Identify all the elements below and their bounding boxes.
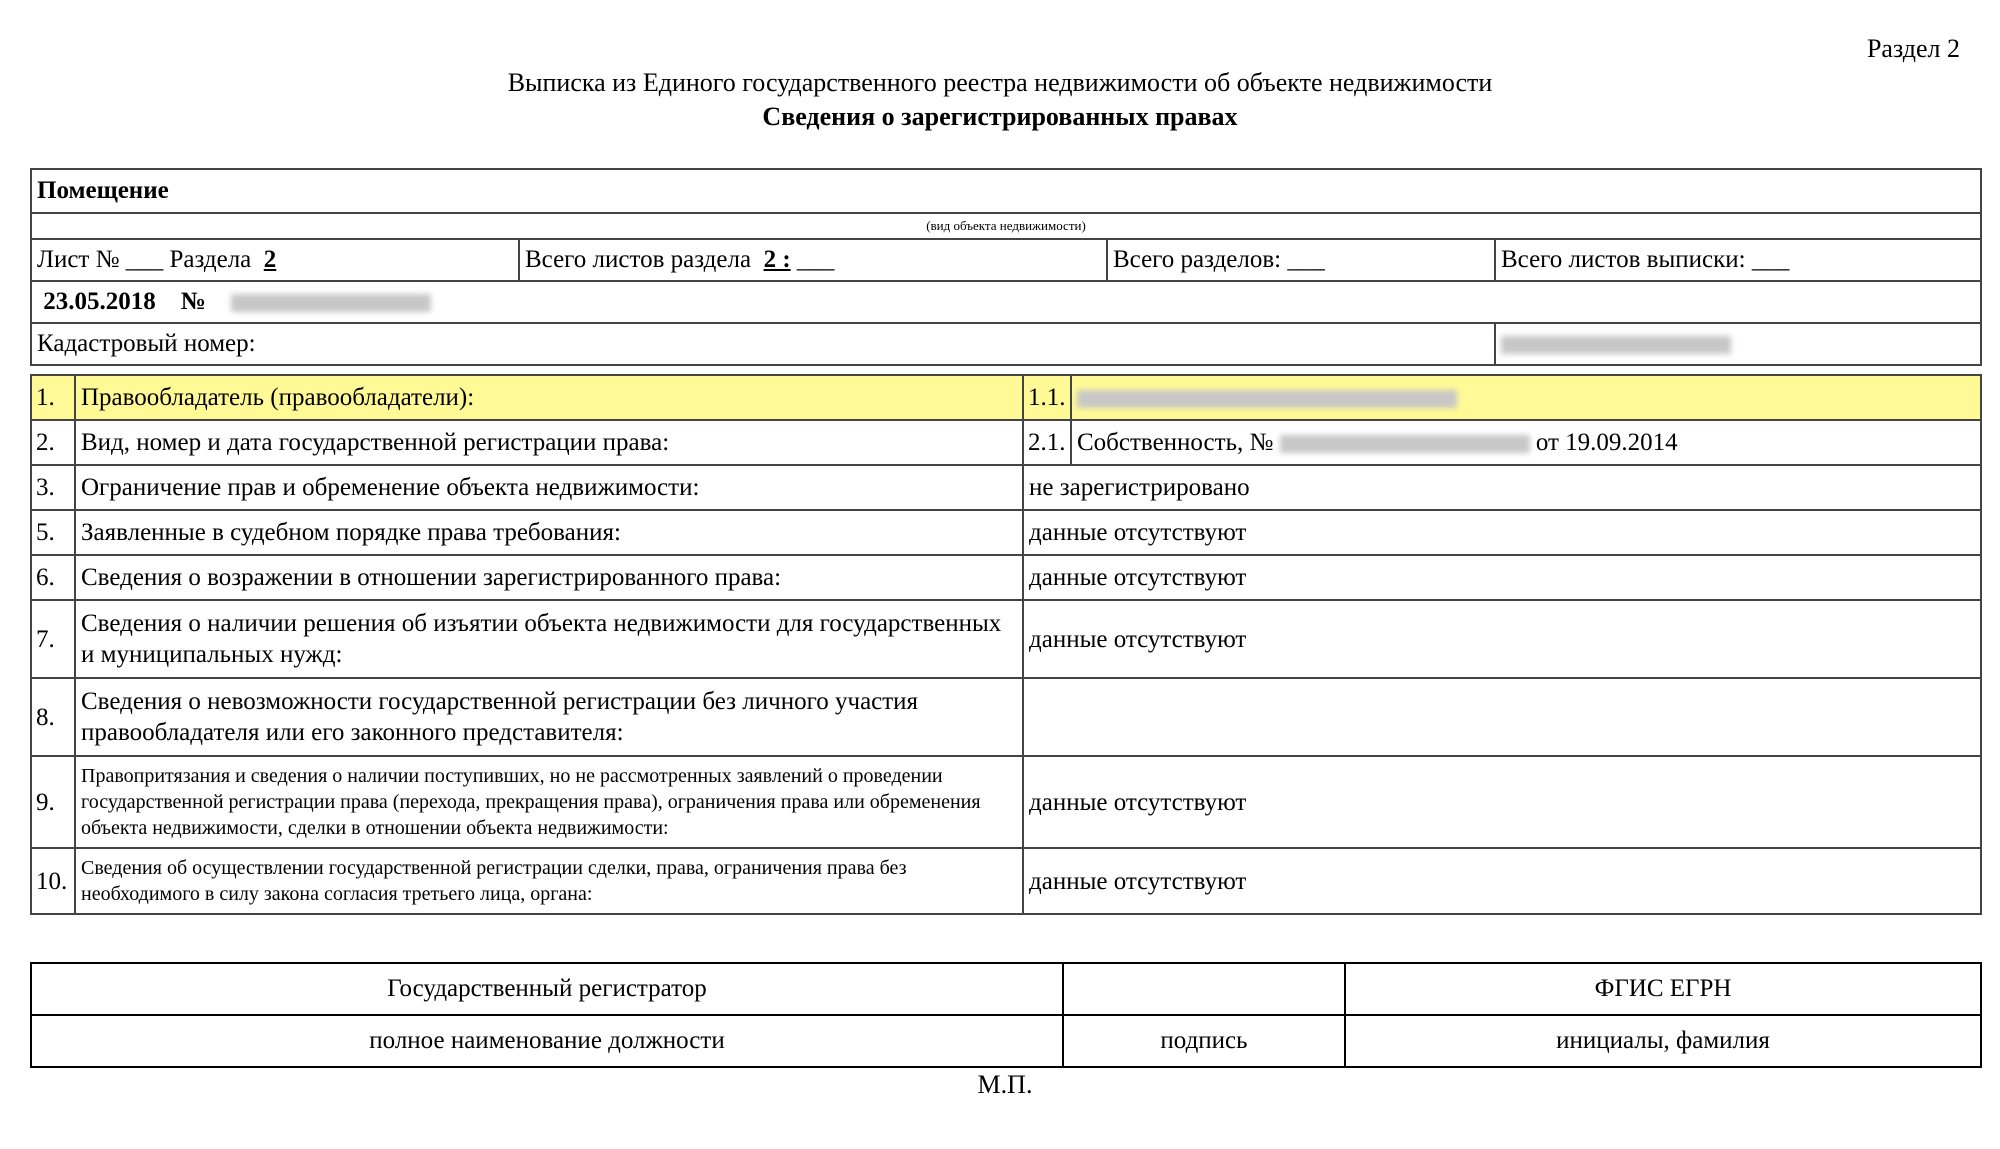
row-label: Правообладатель (правообладатели): xyxy=(75,375,1023,420)
total-extract-sheets: Всего листов выписки: ___ xyxy=(1495,239,1981,281)
row-value-cell xyxy=(1071,420,1981,465)
row-label: Сведения об осуществлении государственной регистрации сделки, права, ограничения права без необходимого в силу закона согласия третьего лица, органа: xyxy=(75,848,1023,914)
table-row xyxy=(31,510,1981,555)
row-subnumber: 1.1. xyxy=(1023,375,1071,420)
table-row xyxy=(31,848,1981,914)
redacted-cadastral-number xyxy=(1501,336,1731,354)
registrar-position: Государственный регистратор xyxy=(31,963,1063,1015)
row-number: 1. xyxy=(31,375,75,420)
registrar-signature xyxy=(1063,963,1345,1015)
registration-date: от 19.09.2014 xyxy=(1535,429,1678,456)
row-subnumber: 2.1. xyxy=(1023,420,1071,465)
row-value: данные отсутствуют xyxy=(1023,600,1981,678)
row-label: Вид, номер и дата государственной регистрации права: xyxy=(75,420,1023,465)
object-type-caption: (вид объекта недвижимости) xyxy=(31,213,1981,239)
table-row xyxy=(31,420,1981,465)
section-number: 2 xyxy=(263,246,277,273)
row-value xyxy=(1023,678,1981,756)
sheet-number-label: Лист № ___ Раздела xyxy=(37,246,252,273)
row-value: данные отсутствуют xyxy=(1023,756,1981,848)
table-row xyxy=(31,678,1981,756)
row-label: Сведения о невозможности государственной регистрации без личного участия правообладателя или его законного представителя: xyxy=(75,678,1023,756)
row-value-cell xyxy=(1071,375,1981,420)
record-date-cell xyxy=(31,281,1981,323)
row-number: 3. xyxy=(31,465,75,510)
row-value: данные отсутствуют xyxy=(1023,848,1981,914)
redacted-registration-number xyxy=(1280,435,1530,453)
row-label: Правопритязания и сведения о наличии поступивших, но не рассмотренных заявлений о проведении государственной регистрации права (перехода, прекращения права), ограничения права или обременения объекта недвижимости, сделки в отношении объекта недвижимости: xyxy=(75,756,1023,848)
redacted-owner-name xyxy=(1077,390,1457,408)
record-number-sign: № xyxy=(180,288,206,315)
record-date: 23.05.2018 xyxy=(43,288,156,315)
position-caption: полное наименование должности xyxy=(31,1015,1063,1067)
seal-mark: М.П. xyxy=(977,1070,1033,1099)
row-number: 6. xyxy=(31,555,75,600)
table-row xyxy=(31,375,1981,420)
table-row xyxy=(31,555,1981,600)
row-label: Сведения о наличии решения об изъятии объекта недвижимости для государственных и муниципальных нужд: xyxy=(75,600,1023,678)
document-title: Выписка из Единого государственного реестра недвижимости об объекте недвижимости xyxy=(507,68,1493,97)
row-label: Заявленные в судебном порядке права требования: xyxy=(75,510,1023,555)
section-label: Раздел 2 xyxy=(1866,34,1960,63)
signature-table xyxy=(30,962,1982,1068)
row-value: данные отсутствуют xyxy=(1023,555,1981,600)
row-value: данные отсутствуют xyxy=(1023,510,1981,555)
registrar-name: ФГИС ЕГРН xyxy=(1345,963,1981,1015)
sheet-number-cell xyxy=(31,239,519,281)
table-row xyxy=(31,756,1981,848)
row-number: 9. xyxy=(31,756,75,848)
document-subtitle: Сведения о зарегистрированных правах xyxy=(762,102,1238,131)
registration-type: Собственность, № xyxy=(1077,429,1274,456)
cadastral-value-cell xyxy=(1495,323,1981,365)
row-number: 10. xyxy=(31,848,75,914)
row-value: не зарегистрировано xyxy=(1023,465,1981,510)
table-row xyxy=(31,600,1981,678)
cadastral-label: Кадастровый номер: xyxy=(31,323,1495,365)
total-sections: Всего разделов: ___ xyxy=(1107,239,1495,281)
total-section-sheets-blank: ___ xyxy=(796,246,835,273)
row-number: 2. xyxy=(31,420,75,465)
total-section-sheets-cell xyxy=(519,239,1107,281)
row-number: 5. xyxy=(31,510,75,555)
name-caption: инициалы, фамилия xyxy=(1345,1015,1981,1067)
row-label: Ограничение прав и обременение объекта недвижимости: xyxy=(75,465,1023,510)
row-number: 7. xyxy=(31,600,75,678)
rights-table xyxy=(30,374,1982,915)
signature-caption: подпись xyxy=(1063,1015,1345,1067)
total-section-sheets-label: Всего листов раздела xyxy=(525,246,752,273)
object-header-table xyxy=(30,168,1982,366)
row-label: Сведения о возражении в отношении зарегистрированного права: xyxy=(75,555,1023,600)
row-number: 8. xyxy=(31,678,75,756)
total-section-sheets-value: 2 : xyxy=(763,246,791,273)
redacted-record-number xyxy=(231,294,431,312)
table-row xyxy=(31,465,1981,510)
object-type: Помещение xyxy=(31,169,1981,213)
